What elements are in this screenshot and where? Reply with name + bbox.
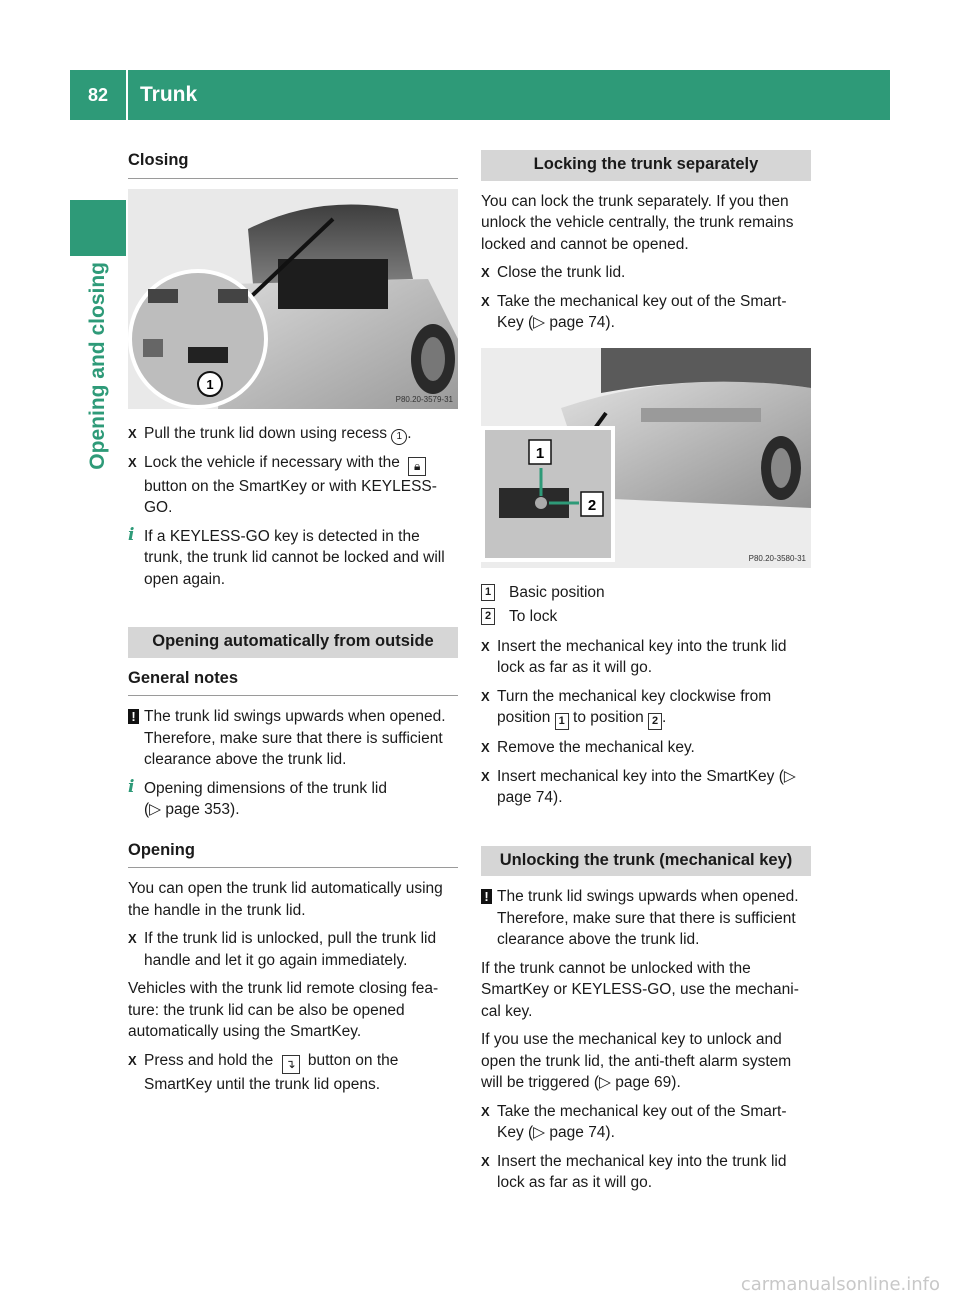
lock-icon: 🔒︎	[408, 457, 426, 476]
step-marker: X	[481, 768, 490, 784]
warning-icon: !	[481, 889, 492, 904]
step-marker: X	[481, 740, 490, 755]
step-marker: X	[128, 425, 137, 441]
legend-key: 2	[481, 608, 495, 625]
opening-heading: Opening	[128, 840, 458, 869]
closing-step-1: X Pull the trunk lid down using recess 1 .	[128, 423, 458, 445]
position-ref: 1	[555, 713, 569, 730]
info-icon: i	[128, 776, 135, 797]
auto-open-section-title: Opening automatically from outside	[128, 627, 458, 658]
closing-figure-code: P80.20-3579-31	[395, 394, 453, 404]
position-ref: 2	[648, 713, 662, 730]
closing-info-note: i If a KEYLESS-GO key is detected in the trunk, the trunk lid cannot be locked and will open again.	[128, 524, 445, 588]
step-marker: X	[128, 1052, 137, 1068]
opening-para-2: Vehicles with the trunk lid remote closing fea-ture: the trunk lid can be also be opened automatically using the SmartKey.	[128, 980, 439, 1040]
lock-step-2: X Take the mechanical key out of the Smart-Key (▷ page 74).	[481, 292, 787, 331]
lock-step-4: X Turn the mechanical key clockwise from position 1 to position 2 .	[481, 686, 811, 731]
trunk-lock-photo	[481, 348, 811, 568]
opening-step-2: X Press and hold the ↴ button on the SmartKey until the trunk lid opens.	[128, 1051, 399, 1093]
trunk-icon: ↴	[282, 1055, 300, 1074]
lock-callout-2: 2	[587, 496, 597, 514]
closing-step-2: X Lock the vehicle if necessary with the 🔒︎ button on the SmartKey or with KEYLESS-GO.	[128, 453, 437, 516]
step-marker: X	[481, 688, 490, 704]
chapter-tab	[70, 200, 126, 256]
lock-step-6: X Insert mechanical key into the SmartKey (▷ page 74).	[481, 767, 796, 806]
step-marker: X	[128, 454, 137, 470]
lock-step-3: X Insert the mechanical key into the trunk lid lock as far as it will go.	[481, 637, 787, 676]
unlock-para-2: If you use the mechanical key to unlock and open the trunk lid, the anti-theft alarm system will be triggered (▷ page 69).	[481, 1031, 792, 1091]
unlock-step-1: X Take the mechanical key out of the Smart-Key (▷ page 74).	[481, 1102, 787, 1141]
chapter-label	[70, 262, 126, 562]
lock-callout-1: 1	[535, 444, 545, 462]
auto-open-warning: ! The trunk lid swings upwards when opened. Therefore, make sure that there is sufficient clearance above the trunk lid.	[128, 706, 458, 771]
chapter-label-text: Opening and closing	[86, 262, 109, 470]
lock-figure-code: P80.20-3580-31	[748, 553, 806, 563]
unlock-warning: ! The trunk lid swings upwards when opened. Therefore, make sure that there is sufficient clearance above the trunk lid.	[481, 886, 811, 951]
lock-separately-section-title: Locking the trunk separately	[481, 150, 811, 181]
info-icon: i	[128, 524, 135, 545]
auto-open-info: i Opening dimensions of the trunk lid (▷ page 353).	[128, 776, 387, 818]
unlock-para-1: If the trunk cannot be unlocked with the SmartKey or KEYLESS-GO, use the mechani-cal key.	[481, 959, 799, 1020]
legend-item: 2 To lock	[481, 606, 811, 628]
closing-heading: Closing	[128, 150, 458, 179]
lock-step-1: X Close the trunk lid.	[481, 262, 811, 284]
step-marker: X	[481, 265, 490, 280]
legend-item: 1 Basic position	[481, 582, 811, 604]
opening-para-1: You can open the trunk lid automatically using the handle in the trunk lid.	[128, 880, 443, 919]
page-title: Trunk	[140, 83, 198, 106]
lock-separately-para: You can lock the trunk separately. If you then unlock the vehicle centrally, the trunk remains locked and cannot be opened.	[481, 192, 794, 253]
step-marker: X	[481, 1103, 490, 1119]
page-number: 82	[87, 84, 109, 105]
callout-ref: 1	[391, 429, 407, 445]
header-divider	[126, 70, 128, 120]
unlock-mech-section-title: Unlocking the trunk (mechanical key)	[481, 846, 811, 877]
step-marker: X	[481, 638, 490, 654]
page-ref: (▷ page 353).	[144, 801, 240, 818]
warning-icon: !	[128, 709, 139, 724]
step-marker: X	[481, 293, 490, 309]
lock-step-5: X Remove the mechanical key.	[481, 737, 811, 759]
step-marker: X	[481, 1153, 490, 1169]
left-column	[128, 150, 458, 1102]
closing-callout: 1	[206, 376, 214, 392]
footer-watermark: carmanualsonline.info	[740, 1274, 940, 1295]
general-notes-heading: General notes	[128, 668, 458, 697]
step-marker: X	[128, 931, 137, 946]
opening-step-1: X If the trunk lid is unlocked, pull the trunk lid handle and let it go again immediately.	[128, 930, 437, 969]
legend-key: 1	[481, 584, 495, 601]
closing-photo	[128, 189, 458, 409]
unlock-step-2: X Insert the mechanical key into the trunk lid lock as far as it will go.	[481, 1152, 787, 1191]
right-column	[481, 150, 811, 1201]
